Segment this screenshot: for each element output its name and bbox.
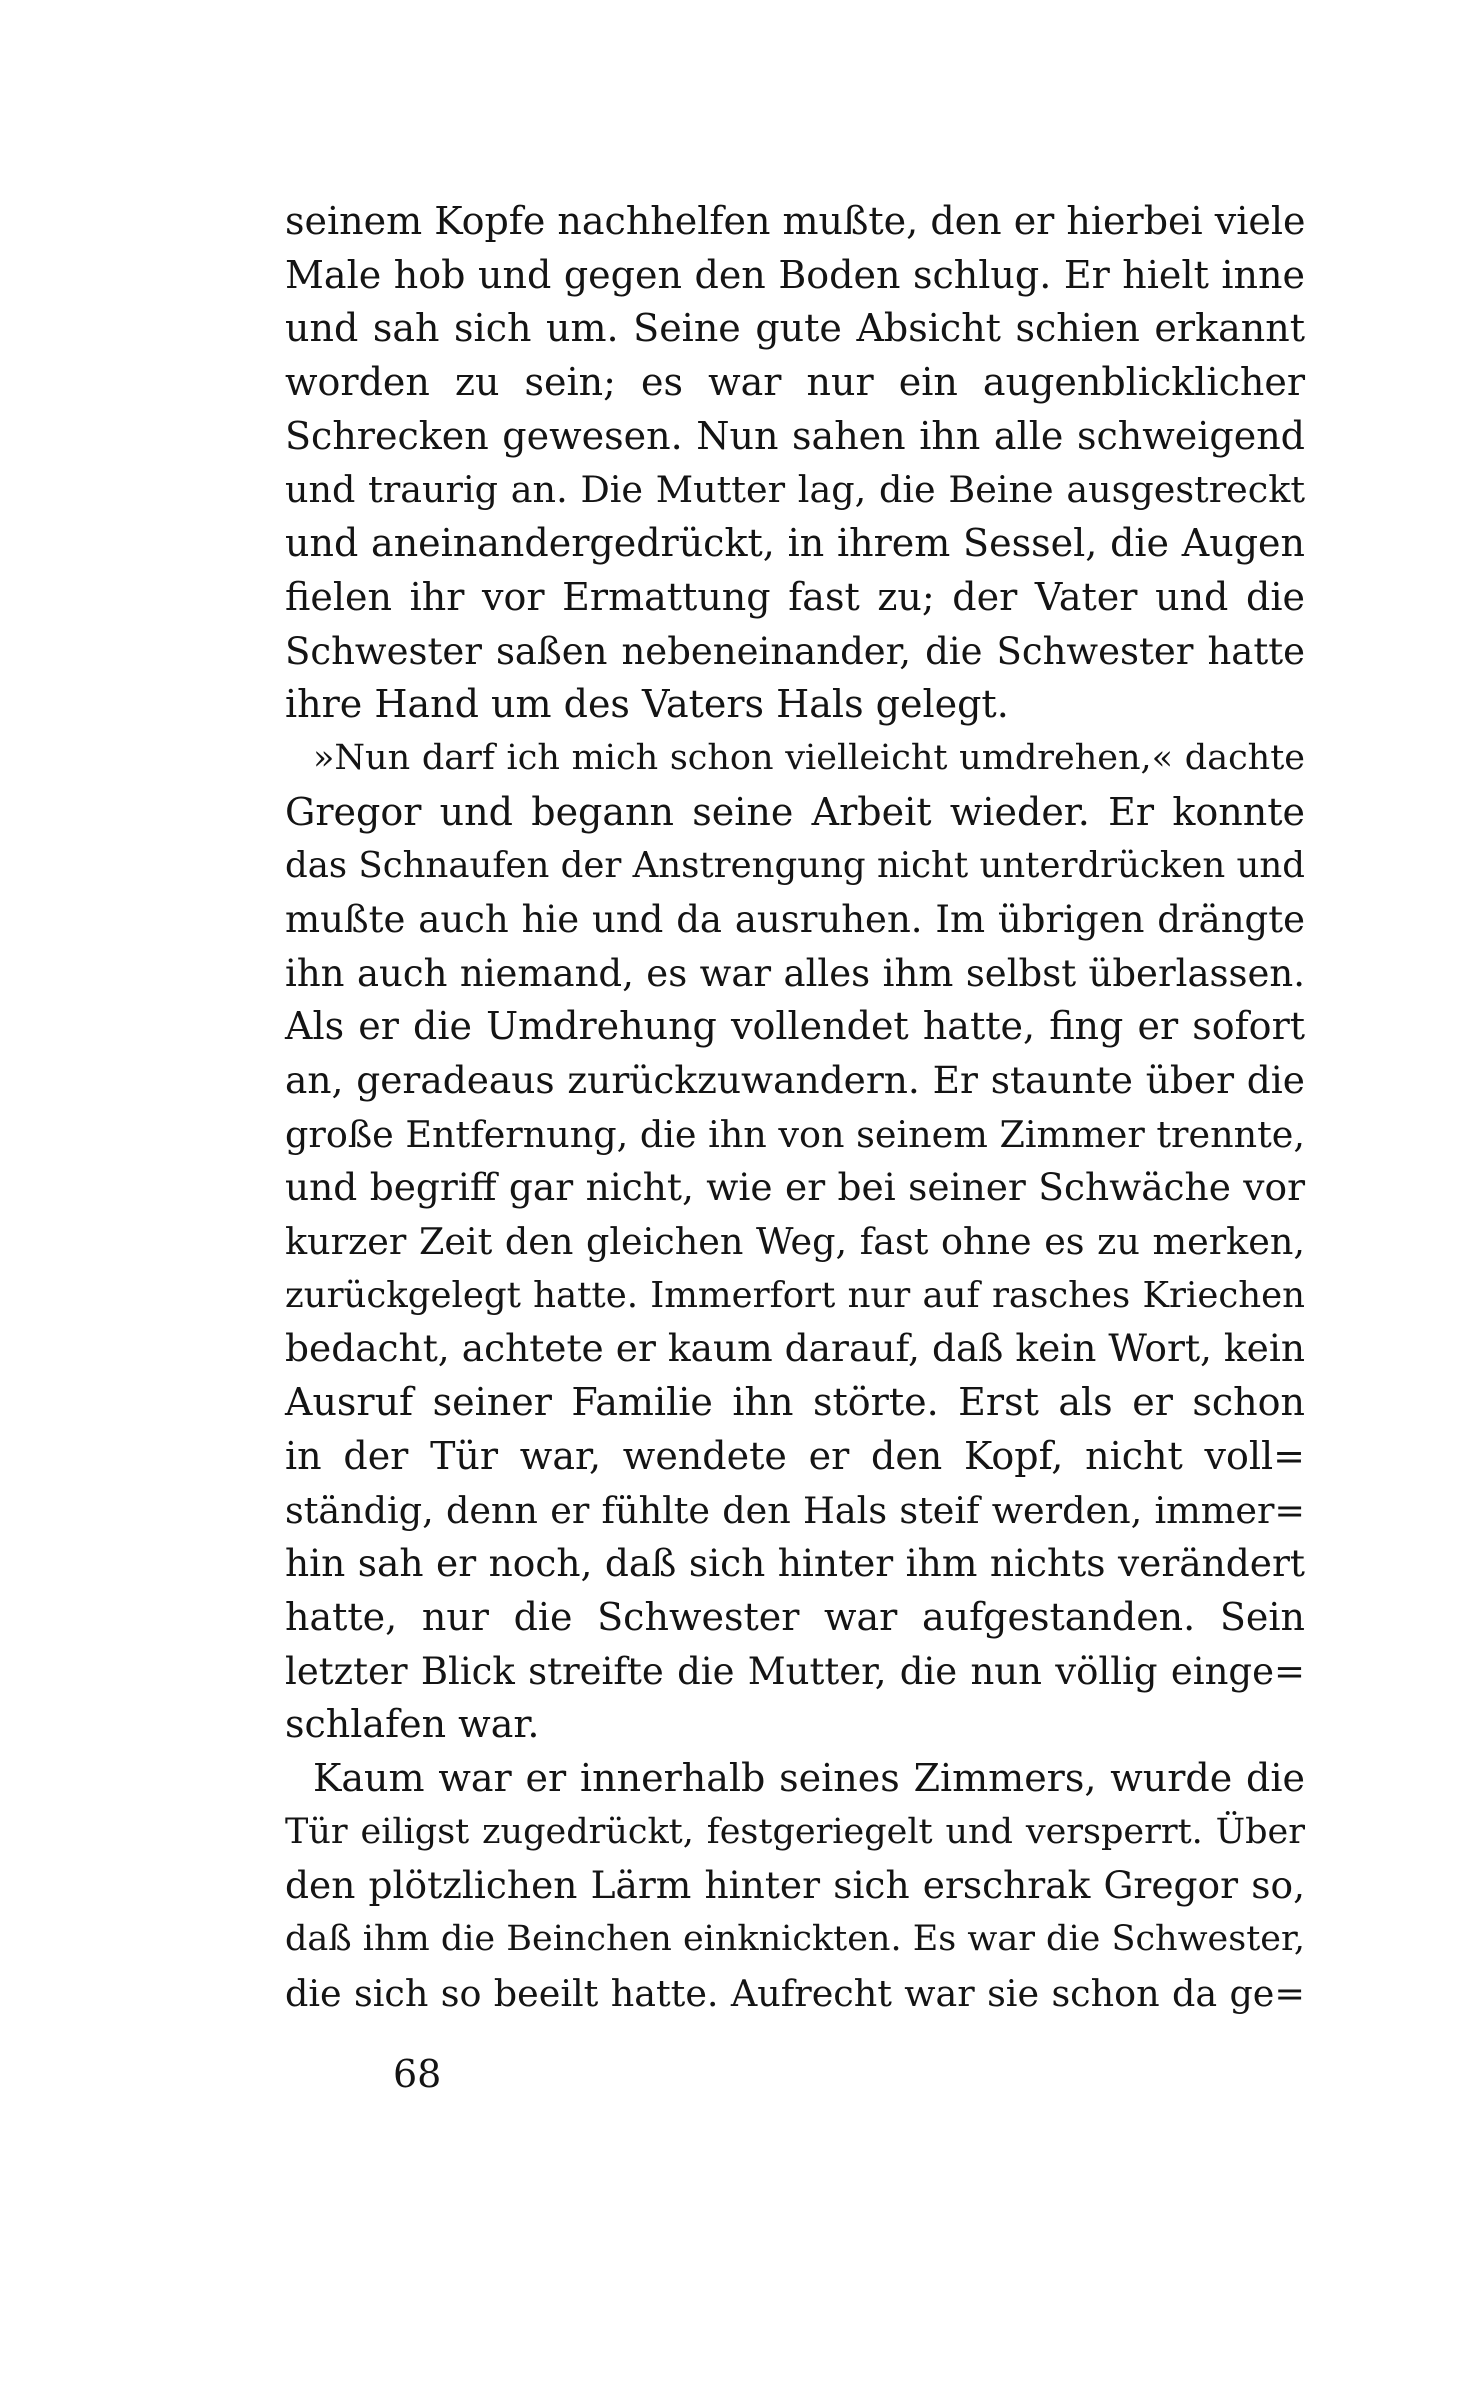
text-line: seinem Kopfe nachhelfen mußte, den er hierbei viele <box>285 199 1306 243</box>
text-line: Ausruf seiner Familie ihn störte. Erst als er schon <box>285 1380 1305 1425</box>
text-line: die sich so beeilt hatte. Aufrecht war sie schon da ge= <box>285 1971 1305 2015</box>
text-line: bedacht, achtete er kaum darauf, daß kein Wort, kein <box>285 1326 1305 1371</box>
text-line: und aneinandergedrückt, in ihrem Sessel, die Augen <box>285 521 1305 566</box>
text-line: zurückgelegt hatte. Immerfort nur auf rasches Kriechen <box>285 1274 1305 1316</box>
text-line: den plötzlichen Lärm hinter sich erschrak Gregor so, <box>285 1863 1305 1908</box>
text-line: Schwester saßen nebeneinander, die Schwester hatte <box>285 629 1305 673</box>
text-line: ihn auch niemand, es war alles ihm selbst überlassen. <box>285 951 1305 995</box>
text-line: worden zu sein; es war nur ein augenblicklicher <box>285 360 1305 405</box>
page-number: 68 <box>393 2052 442 2096</box>
text-line: Schrecken gewesen. Nun sahen ihn alle schweigend <box>285 413 1305 458</box>
text-line: Tür eiligst zugedrückt, festgeriegelt und versperrt. Über <box>285 1811 1305 1852</box>
text-line: das Schnaufen der Anstrengung nicht unterdrücken und <box>285 845 1305 887</box>
text-line: Als er die Umdrehung vollendet hatte, fing er sofort <box>285 1004 1305 1049</box>
text-line: große Entfernung, die ihn von seinem Zimmer trennte, <box>285 1112 1305 1156</box>
text-line: fielen ihr vor Ermattung fast zu; der Vater und die <box>285 574 1305 619</box>
text-line: und sah sich um. Seine gute Absicht schien erkannt <box>285 306 1305 351</box>
text-line: letzter Blick streifte die Mutter, die nun völlig einge= <box>285 1649 1305 1693</box>
text-line: und begriff gar nicht, wie er bei seiner Schwäche vor <box>285 1165 1305 1210</box>
paragraph-start-line: »Nun darf ich mich schon vielleicht umdrehen,« dachte <box>313 737 1305 778</box>
paragraph-end-line: schlafen war. <box>285 1702 540 1747</box>
text-line: ständig, denn er fühlte den Hals steif werden, immer= <box>285 1488 1305 1532</box>
text-line: Gregor und begann seine Arbeit wieder. Er konnte <box>285 789 1305 834</box>
body-text <box>285 195 1305 2020</box>
text-line: mußte auch hie und da ausruhen. Im übrigen drängte <box>285 897 1305 941</box>
text-line: Male hob und gegen den Boden schlug. Er hielt inne <box>285 252 1305 297</box>
text-line: und traurig an. Die Mutter lag, die Beine ausgestreckt <box>285 468 1305 512</box>
text-line: hatte, nur die Schwester war aufgestanden. Sein <box>285 1594 1305 1639</box>
paragraph-end-line: ihre Hand um des Vaters Hals gelegt. <box>285 682 1009 727</box>
text-line: in der Tür war, wendete er den Kopf, nicht voll= <box>285 1433 1305 1478</box>
text-line: an, geradeaus zurückzuwandern. Er staunte über die <box>285 1058 1305 1102</box>
text-line: kurzer Zeit den gleichen Weg, fast ohne es zu merken, <box>285 1220 1305 1264</box>
text-line: daß ihm die Beinchen einknickten. Es war die Schwester, <box>285 1919 1306 1959</box>
paragraph-start-line: Kaum war er innerhalb seines Zimmers, wurde die <box>313 1755 1305 1800</box>
text-line: hin sah er noch, daß sich hinter ihm nichts verändert <box>285 1541 1305 1586</box>
